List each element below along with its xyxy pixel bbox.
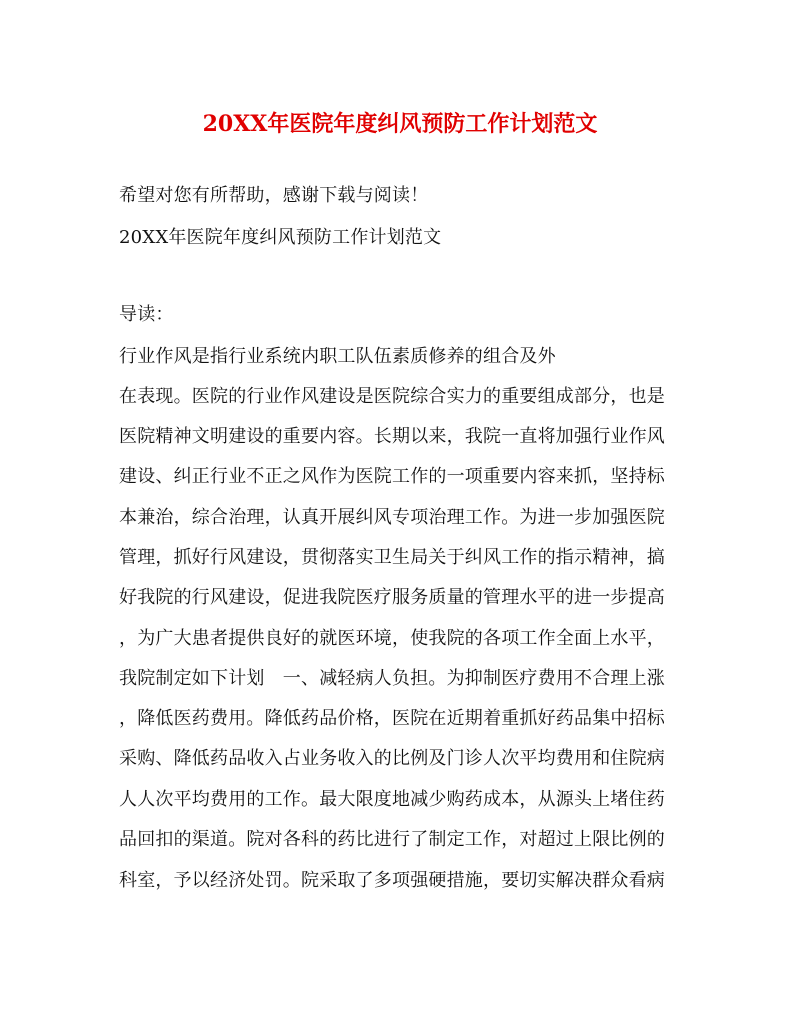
intro-text: 希望对您有所帮助，感谢下载与阅读！ <box>119 185 429 206</box>
body-line: 我院制定如下计划 一、减轻病人负担。为抑制医疗费用不合理上涨 <box>119 668 665 689</box>
body-line: 人人次平均费用的工作。最大限度地减少购药成本，从源头上堵住药 <box>119 789 665 810</box>
body-line: 医院精神文明建设的重要内容。长期以来，我院一直将加强行业作风 <box>119 426 665 447</box>
guide-label: 导读： <box>119 304 174 325</box>
document-subtitle: 20XX年医院年度纠风预防工作计划范文 <box>119 227 442 248</box>
body-line: 建设、纠正行业不正之风作为医院工作的一项重要内容来抓，坚持标 <box>119 466 665 487</box>
body-line: 采购、降低药品收入占业务收入的比例及门诊人次平均费用和住院病 <box>119 748 665 769</box>
body-line: ，为广大患者提供良好的就医环境，使我院的各项工作全面上水平， <box>119 628 665 649</box>
body-line: ，降低医药费用。降低药品价格，医院在近期着重抓好药品集中招标 <box>119 708 665 729</box>
body-line: 品回扣的渠道。院对各科的药比进行了制定工作，对超过上限比例的 <box>119 829 665 850</box>
body-line: 本兼治，综合治理，认真开展纠风专项治理工作。为进一步加强医院 <box>119 507 665 528</box>
body-line: 在表现。医院的行业作风建设是医院综合实力的重要组成部分，也是 <box>119 386 665 407</box>
body-line: 好我院的行风建设，促进我院医疗服务质量的管理水平的进一步提高 <box>119 587 665 608</box>
body-line: 行业作风是指行业系统内职工队伍素质修养的组合及外 <box>119 346 556 367</box>
body-line: 科室，予以经济处罚。院采取了多项强硬措施，要切实解决群众看病 <box>119 870 665 891</box>
document-title: 20XX年医院年度纠风预防工作计划范文 <box>202 111 598 137</box>
body-line: 管理，抓好行风建设，贯彻落实卫生局关于纠风工作的指示精神，搞 <box>119 547 665 568</box>
